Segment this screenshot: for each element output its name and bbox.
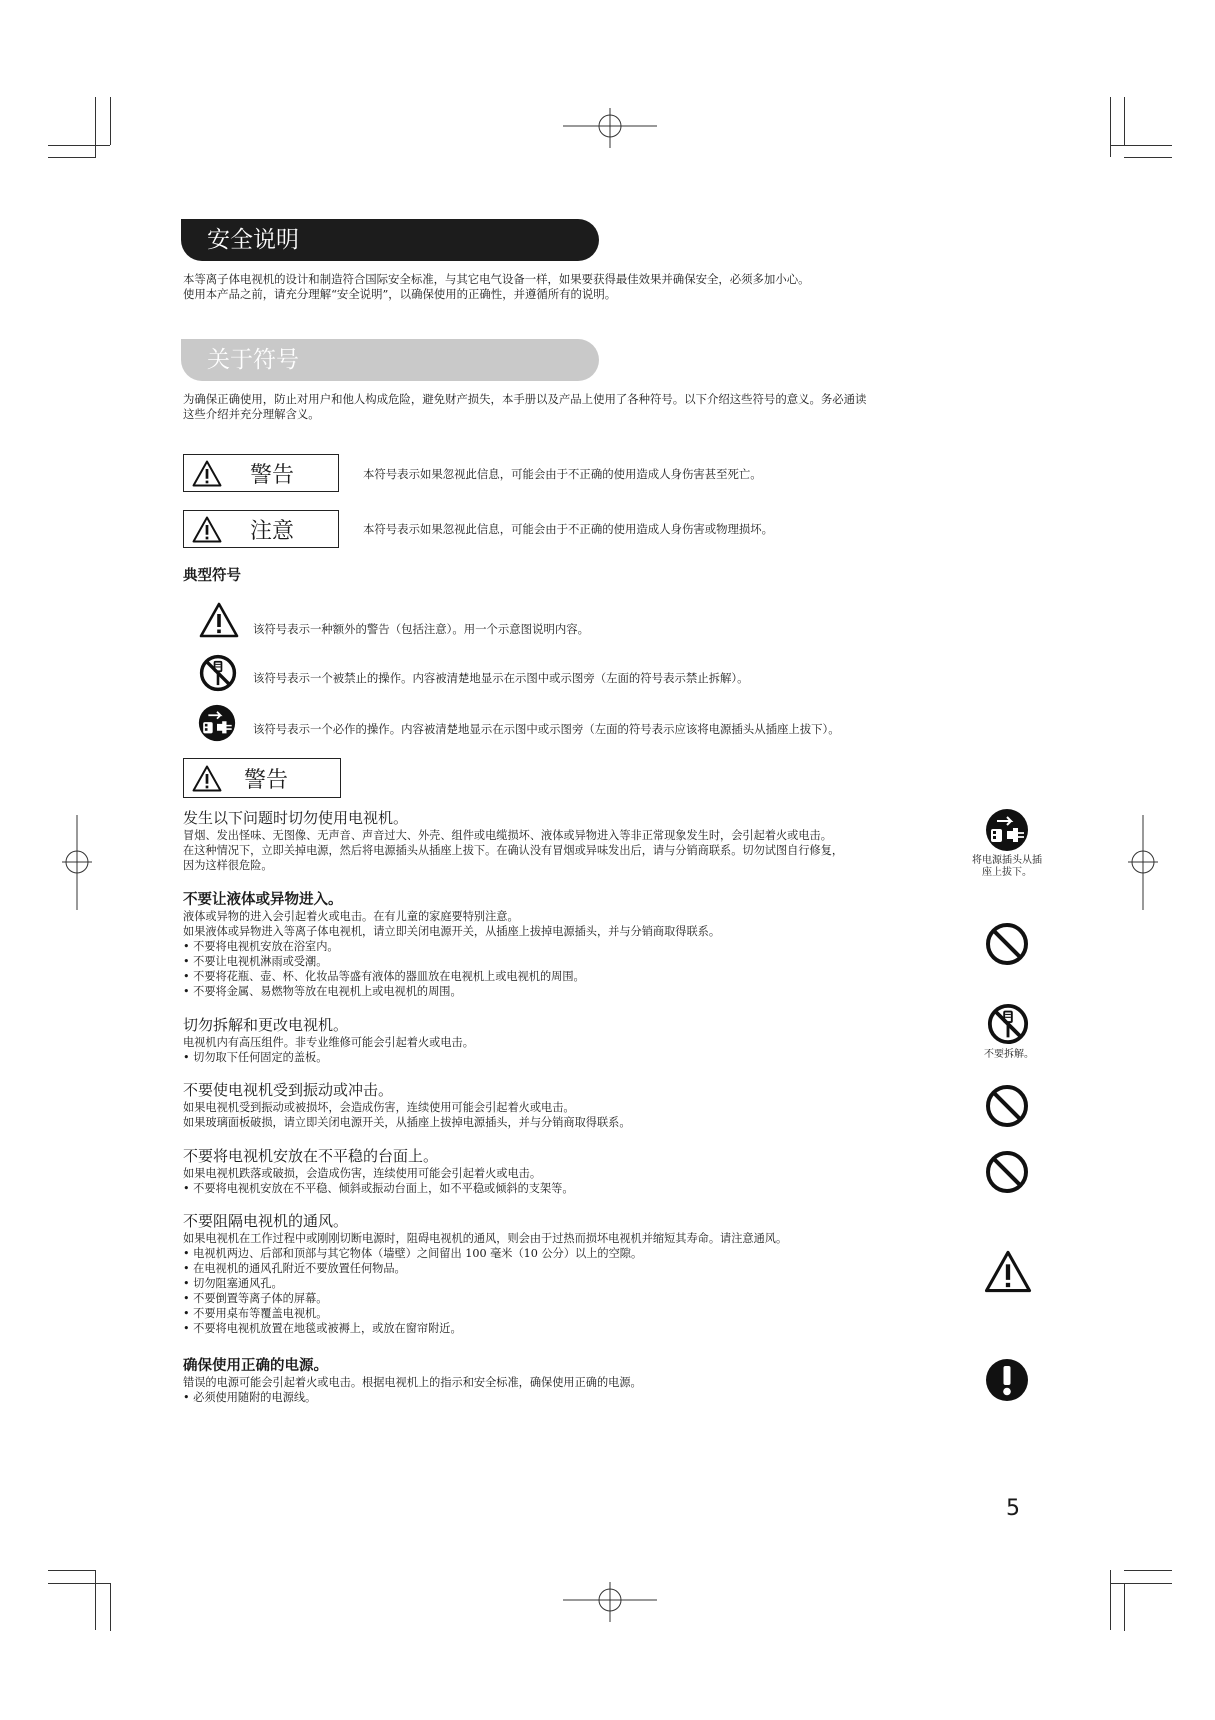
mandatory-exclamation-icon (985, 1358, 1029, 1402)
intro-line: 这些介绍并充分理解含义。 (183, 407, 320, 421)
warning-label-box (183, 454, 339, 492)
item-title: 切勿拆解和更改电视机。 (183, 1016, 349, 1034)
item-line: 冒烟、发出怪味、无图像、无声音、声音过大、外壳、组件或电缆损坏、液体或异物进入等非正常现象发生时，会引起着火或电击。 (183, 829, 832, 842)
item-line: • 不要用桌布等覆盖电视机。 (183, 1307, 328, 1320)
item-line: • 不要将金属、易燃物等放在电视机上或电视机的周围。 (183, 985, 462, 998)
item-line: 因为这样很危险。 (183, 859, 273, 872)
item-body (183, 1166, 973, 1196)
typical-symbol-text: 该符号表示一个被禁止的操作。内容被清楚地显示在示图中或示图旁（左面的符号表示禁止拆解）。 (253, 671, 749, 685)
caption-line: 座上拔下。 (982, 867, 1032, 878)
warning-description: 本符号表示如果忽视此信息，可能会由于不正确的使用造成人身伤害甚至死亡。 (363, 467, 762, 481)
item-line: 如果液体或异物进入等离子体电视机，请立即关闭电源开关，从插座上拔掉电源插头，并与分销商取得联系。 (183, 925, 721, 938)
item-body (183, 1375, 973, 1405)
item-body (183, 1100, 973, 1130)
warning-section-label-box (183, 758, 341, 798)
item-title: 发生以下问题时切勿使用电视机。 (183, 809, 409, 827)
unplug-icon (985, 808, 1029, 852)
unplug-icon (198, 704, 236, 742)
item-title: 不要让液体或异物进入。 (183, 892, 343, 908)
item-line: • 不要倒置等离子体的屏幕。 (183, 1292, 328, 1305)
warning-triangle-icon (199, 602, 239, 638)
prohibited-icon (985, 922, 1029, 966)
item-body (183, 828, 973, 873)
page-title: 安全说明 (207, 227, 299, 253)
item-line: • 不要将电视机安放在浴室内。 (183, 940, 339, 953)
typical-symbols-heading: 典型符号 (183, 568, 241, 584)
item-body (183, 1035, 973, 1065)
registration-mark-right (1128, 815, 1158, 910)
registration-mark-bottom (563, 1582, 657, 1622)
item-line: • 不要将电视机安放在不平稳、倾斜或振动台面上，如不平稳或倾斜的支架等。 (183, 1182, 574, 1195)
item-line: • 切勿阻塞通风孔。 (183, 1277, 283, 1290)
prohibited-icon (985, 1084, 1029, 1128)
intro-line: 使用本产品之前，请充分理解“安全说明”，以确保使用的正确性，并遵循所有的说明。 (183, 287, 617, 301)
warning-triangle-icon (984, 1250, 1032, 1293)
intro-line: 为确保正确使用，防止对用户和他人构成危险，避免财产损失，本手册以及产品上使用了各种符号。以下介绍这些符号的意义。务必通读 (183, 392, 867, 406)
item-line: 液体或异物的进入会引起着火或电击。在有儿童的家庭要特别注意。 (183, 910, 519, 923)
warning-section-label: 警告 (244, 768, 289, 793)
warning-triangle-icon (192, 460, 222, 487)
item-body (183, 1231, 973, 1336)
safety-intro (183, 272, 810, 302)
warning-triangle-icon (192, 765, 222, 792)
item-title: 不要使电视机受到振动或冲击。 (183, 1081, 394, 1099)
item-line: • 不要将电视机放置在地毯或被褥上，或放在窗帘附近。 (183, 1322, 462, 1335)
caution-label-box (183, 510, 339, 548)
typical-symbol-text: 该符号表示一种额外的警告（包括注意）。用一个示意图说明内容。 (253, 622, 590, 636)
warning-triangle-icon (192, 516, 222, 543)
item-title: 不要将电视机安放在不平稳的台面上。 (183, 1147, 439, 1165)
item-title: 不要阻隔电视机的通风。 (183, 1212, 349, 1230)
page-number: 5 (1006, 1496, 1020, 1521)
intro-line: 本等离子体电视机的设计和制造符合国际安全标准，与其它电气设备一样，如果要获得最佳效果并确保安全，必须多加小心。 (183, 272, 810, 286)
item-line: • 不要将花瓶、壶、杯、化妆品等盛有液体的器皿放在电视机上或电视机的周围。 (183, 970, 585, 983)
symbols-intro (183, 392, 866, 422)
safety-title-banner (181, 219, 599, 261)
warning-label: 警告 (250, 463, 295, 488)
item-line: 在这种情况下，立即关掉电源，然后将电源插头从插座上拔下。在确认没有冒烟或异味发出后，请与分销商联系。切勿试图自行修复， (183, 844, 844, 857)
item-line: • 不要让电视机淋雨或受潮。 (183, 955, 328, 968)
no-disassembly-icon (199, 654, 237, 692)
caption-line: 将电源插头从插 (972, 855, 1042, 866)
item-line: 错误的电源可能会引起着火或电击。根据电视机上的指示和安全标准，确保使用正确的电源。 (183, 1376, 642, 1389)
typical-symbol-text: 该符号表示一个必作的操作。内容被清楚地显示在示图中或示图旁（左面的符号表示应该将电源插头从插座上拔下）。 (253, 722, 840, 736)
item-line: • 电视机两边、后部和顶部与其它物体（墙壁）之间留出 100 毫米（10 公分）以上的空隙。 (183, 1247, 643, 1260)
item-line: • 切勿取下任何固定的盖板。 (183, 1051, 328, 1064)
registration-mark-left (62, 815, 92, 910)
unplug-caption (960, 855, 1054, 879)
item-line: 如果电视机跌落或破损，会造成伤害，连续使用可能会引起着火或电击。 (183, 1167, 542, 1180)
item-title: 确保使用正确的电源。 (183, 1358, 328, 1374)
item-line: 如果电视机受到振动或被损坏，会造成伤害，连续使用可能会引起着火或电击。 (183, 1101, 575, 1114)
no-disassembly-icon (987, 1003, 1029, 1045)
item-line: 电视机内有高压组件。非专业维修可能会引起着火或电击。 (183, 1036, 474, 1049)
registration-mark-top (563, 108, 657, 148)
symbols-title-banner (181, 339, 599, 381)
item-line: • 必须使用随附的电源线。 (183, 1391, 317, 1404)
prohibited-icon (985, 1150, 1029, 1194)
item-line: 如果玻璃面板破损，请立即关闭电源开关，从插座上拔掉电源插头，并与分销商取得联系。 (183, 1116, 631, 1129)
caution-label: 注意 (250, 519, 295, 544)
item-line: • 在电视机的通风孔附近不要放置任何物品。 (183, 1262, 406, 1275)
caution-description: 本符号表示如果忽视此信息，可能会由于不正确的使用造成人身伤害或物理损坏。 (363, 522, 774, 536)
item-line: 如果电视机在工作过程中或刚刚切断电源时，阻碍电视机的通风，则会由于过热而损坏电视机并缩短其寿命。请注意通风。 (183, 1232, 788, 1245)
section-title: 关于符号 (207, 347, 299, 373)
no-disassembly-caption: 不要拆解。 (984, 1049, 1034, 1060)
item-body (183, 909, 973, 999)
